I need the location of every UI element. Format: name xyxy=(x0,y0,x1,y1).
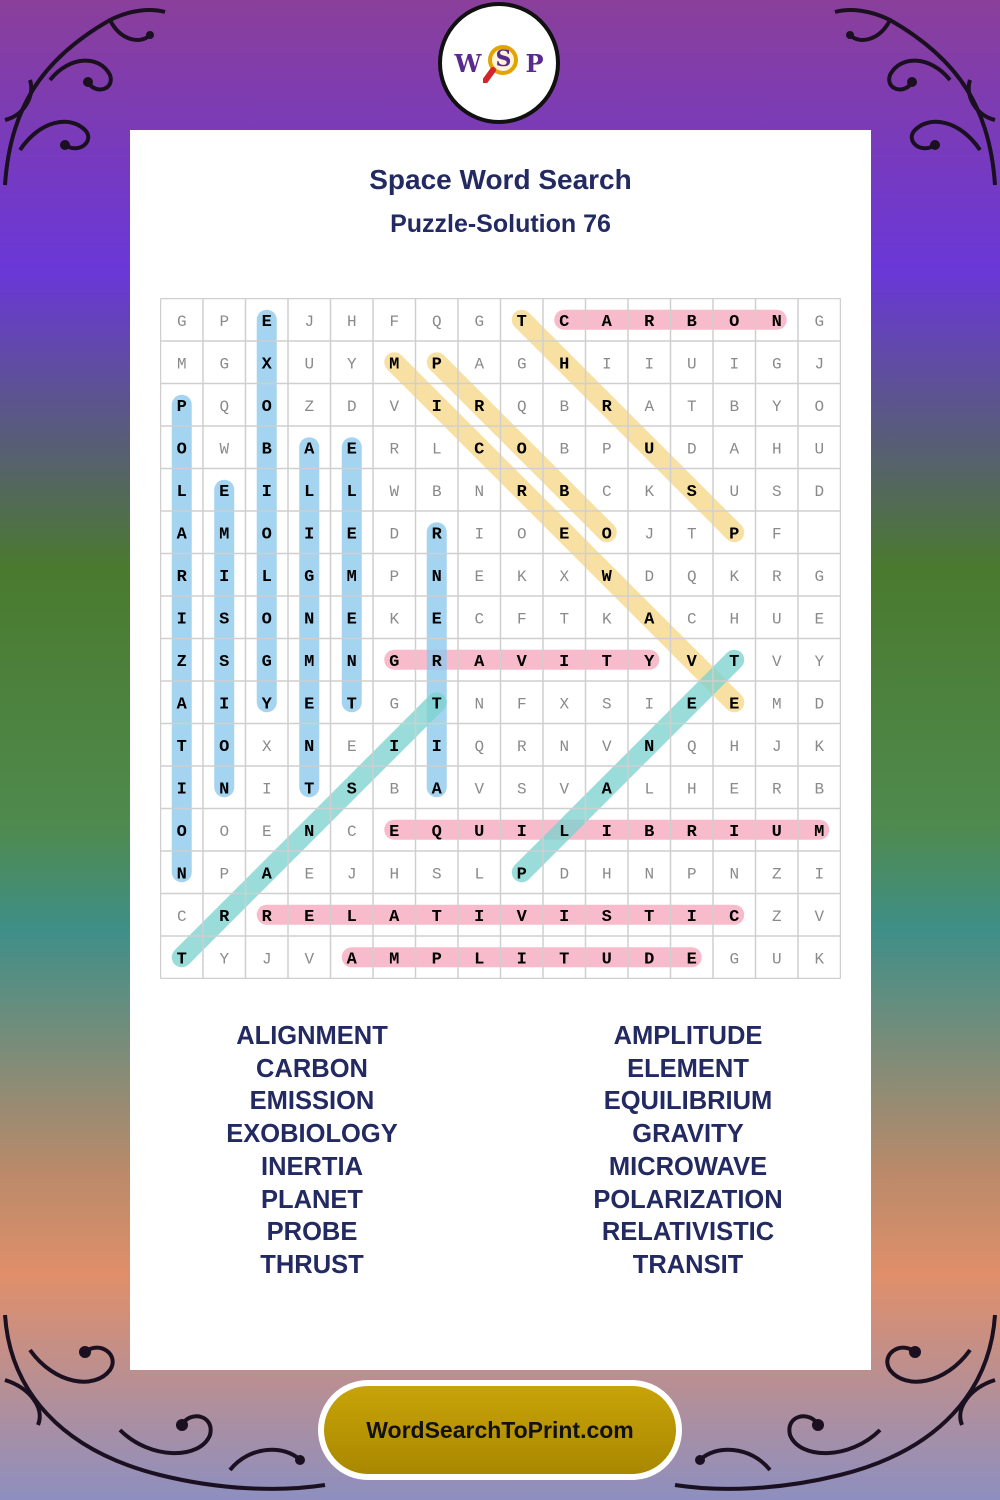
grid-letter: N xyxy=(644,865,655,884)
grid-letter: L xyxy=(474,950,485,970)
grid-letter: R xyxy=(261,907,272,927)
footer-badge xyxy=(318,1380,682,1480)
grid-letter: E xyxy=(686,950,697,970)
grid-letter: B xyxy=(686,312,697,332)
word-list-item: ALIGNMENT xyxy=(236,1022,388,1050)
grid-letter: V xyxy=(601,737,612,756)
grid-letter: M xyxy=(814,822,825,842)
word-list-right xyxy=(518,1020,858,1282)
grid-letter: A xyxy=(601,780,612,800)
grid-letter: Y xyxy=(261,695,272,715)
grid-letter: P xyxy=(686,865,697,884)
grid-letter: S xyxy=(516,780,527,799)
grid-letter: R xyxy=(516,482,527,502)
grid-letter: U xyxy=(474,822,485,842)
grid-letter: V xyxy=(814,907,825,926)
grid-letter: T xyxy=(686,525,697,544)
grid-letter: O xyxy=(176,440,187,460)
grid-letter: W xyxy=(389,482,400,501)
grid-letter: A xyxy=(389,907,400,927)
word-list-item: PROBE xyxy=(266,1218,358,1247)
grid-letter: R xyxy=(219,907,230,927)
grid-letter: Q xyxy=(516,397,527,416)
logo-letter-w: W xyxy=(454,48,482,78)
grid-letter: I xyxy=(686,907,697,927)
grid-letter: I xyxy=(559,907,570,927)
grid-letter: O xyxy=(729,312,740,332)
grid-letter: N xyxy=(304,610,315,630)
grid-letter: N xyxy=(304,822,315,842)
logo-letter-s: S xyxy=(495,46,512,72)
grid-letter: W xyxy=(219,440,230,459)
site-logo xyxy=(438,2,560,124)
grid-letter: D xyxy=(814,695,825,714)
grid-letter: E xyxy=(261,312,272,332)
grid-letter: F xyxy=(389,312,400,331)
grid-letter: K xyxy=(601,610,612,629)
grid-letter: Y xyxy=(814,652,825,671)
grid-letter: B xyxy=(729,397,740,416)
grid-letter: S xyxy=(219,610,230,630)
word-search-grid xyxy=(160,298,841,979)
grid-letter: T xyxy=(516,312,527,332)
grid-letter: L xyxy=(261,567,272,587)
grid-letter: R xyxy=(176,567,187,587)
grid-letter: V xyxy=(516,652,527,672)
grid-letter: I xyxy=(219,567,230,587)
grid-letter: C xyxy=(176,907,187,926)
grid-letter: G xyxy=(219,355,230,374)
grid-letter: V xyxy=(389,397,400,416)
grid-letter: T xyxy=(601,652,612,672)
grid-letter: V xyxy=(559,780,570,799)
grid-letter: I xyxy=(389,737,400,757)
grid-letter: I xyxy=(474,525,485,544)
grid-letter: O xyxy=(219,822,230,841)
grid-letter: S xyxy=(771,482,782,501)
grid-letter: T xyxy=(644,907,655,927)
page-subtitle: Puzzle-Solution 76 xyxy=(390,210,611,238)
grid-letter: J xyxy=(771,737,782,756)
word-list-item: PLANET xyxy=(261,1185,363,1214)
grid-letter: H xyxy=(346,312,357,331)
grid-letter: G xyxy=(771,355,782,374)
grid-letter: E xyxy=(304,695,315,715)
word-list-item: RELATIVISTIC xyxy=(601,1218,775,1247)
word-list-item: AMPLITUDE xyxy=(613,1022,763,1050)
grid-letter: V xyxy=(771,652,782,671)
grid-letter: S xyxy=(601,907,612,927)
grid-letter: V xyxy=(686,652,697,672)
grid-letter: I xyxy=(601,355,612,374)
grid-letter: U xyxy=(771,610,782,629)
grid-letter: M xyxy=(346,567,357,587)
grid-letter: B xyxy=(559,482,570,502)
grid-letter: M xyxy=(176,355,187,374)
grid-letter: Y xyxy=(644,652,655,672)
grid-letter: G xyxy=(474,312,485,331)
grid-letter: J xyxy=(346,865,357,884)
grid-letter: E xyxy=(729,695,740,715)
grid-letter: U xyxy=(729,482,740,501)
grid-letter: L xyxy=(644,780,655,799)
grid-letter: C xyxy=(474,440,485,460)
grid-letter: N xyxy=(431,567,442,587)
grid-letter: T xyxy=(304,780,315,800)
grid-letter: E xyxy=(304,907,315,927)
word-list-item: EMISSION xyxy=(249,1087,375,1116)
grid-letter: O xyxy=(261,397,272,417)
grid-letter: Y xyxy=(346,355,357,374)
word-list-item: MICROWAVE xyxy=(608,1152,768,1181)
word-list-item: CARBON xyxy=(256,1054,368,1083)
grid-letter: P xyxy=(219,865,230,884)
grid-letter: O xyxy=(814,397,825,416)
grid-letter: J xyxy=(644,525,655,544)
word-list-item: THRUST xyxy=(260,1250,364,1279)
grid-letter: O xyxy=(176,822,187,842)
grid-letter: N xyxy=(176,865,187,885)
grid-letter: T xyxy=(431,907,442,927)
grid-letter: P xyxy=(389,567,400,586)
grid-letter: D xyxy=(644,950,655,970)
word-list-item: ELEMENT xyxy=(627,1054,749,1083)
grid-letter: C xyxy=(729,907,740,927)
grid-letter: F xyxy=(771,525,782,544)
grid-letter: U xyxy=(304,355,315,374)
grid-letter: M xyxy=(771,695,782,714)
grid-letter: T xyxy=(559,950,570,970)
grid-letter: A xyxy=(601,312,612,332)
grid-letter: E xyxy=(346,525,357,545)
grid-letter: B xyxy=(559,397,570,416)
grid-letter: K xyxy=(729,567,740,586)
grid-letter: C xyxy=(686,610,697,629)
grid-letter: A xyxy=(304,440,315,460)
grid-letter: B xyxy=(644,822,655,842)
grid-letter: W xyxy=(601,567,612,587)
grid-letter: L xyxy=(304,482,315,502)
grid-letter: N xyxy=(474,695,485,714)
grid-letter: D xyxy=(814,482,825,501)
grid-letter: I xyxy=(644,355,655,374)
grid-letter: X xyxy=(261,737,272,756)
grid-letter: L xyxy=(176,482,187,502)
grid-letter: P xyxy=(219,312,230,331)
word-list-item: INERTIA xyxy=(261,1152,363,1181)
grid-letter: L xyxy=(559,822,570,842)
grid-letter: O xyxy=(261,525,272,545)
grid-letter: R xyxy=(644,312,655,332)
grid-letter: I xyxy=(431,737,442,757)
grid-letter: E xyxy=(346,737,357,756)
grid-letter: U xyxy=(814,440,825,459)
grid-letter: P xyxy=(516,865,527,885)
grid-letter: Y xyxy=(771,397,782,416)
grid-letter: S xyxy=(601,695,612,714)
word-list-item: EXOBIOLOGY xyxy=(226,1120,398,1149)
grid-letter: Z xyxy=(304,397,315,416)
grid-letter: I xyxy=(601,822,612,842)
grid-letter: K xyxy=(389,610,400,629)
grid-letter: S xyxy=(686,482,697,502)
grid-letter: P xyxy=(431,950,442,970)
grid-letter: E xyxy=(431,610,442,630)
grid-letter: I xyxy=(304,525,315,545)
grid-letter: B xyxy=(559,440,570,459)
grid-letter: I xyxy=(176,610,187,630)
grid-letter: S xyxy=(346,780,357,800)
grid-letter: H xyxy=(771,440,782,459)
grid-letter: L xyxy=(346,907,357,927)
grid-letter: N xyxy=(644,737,655,757)
grid-letter: Q xyxy=(219,397,230,416)
grid-letter: X xyxy=(261,355,272,375)
grid-letter: E xyxy=(729,780,740,799)
grid-letter: I xyxy=(516,822,527,842)
grid-letter: A xyxy=(431,780,442,800)
grid-letter: I xyxy=(219,695,230,715)
logo-letter-p: P xyxy=(525,48,544,78)
grid-letter: S xyxy=(219,652,230,672)
grid-letter: F xyxy=(516,610,527,629)
grid-letter: C xyxy=(601,482,612,501)
grid-letter: J xyxy=(261,950,272,969)
grid-letter: E xyxy=(304,865,315,884)
grid-letter: A xyxy=(346,950,357,970)
grid-letter: E xyxy=(219,482,230,502)
grid-letter: H xyxy=(729,737,740,756)
grid-letter: I xyxy=(644,695,655,714)
grid-letter: G xyxy=(261,652,272,672)
grid-letter: D xyxy=(389,525,400,544)
magnifier-icon xyxy=(483,43,523,83)
grid-letter: A xyxy=(261,865,272,885)
grid-letter: V xyxy=(516,907,527,927)
grid-letter: G xyxy=(516,355,527,374)
grid-letter: A xyxy=(474,355,485,374)
grid-letter: N xyxy=(771,312,782,332)
grid-letter: Q xyxy=(431,822,442,842)
word-list-item: EQUILIBRIUM xyxy=(603,1087,773,1116)
grid-letter: L xyxy=(474,865,485,884)
grid-letter: T xyxy=(176,950,187,970)
grid-letter: U xyxy=(601,950,612,970)
grid-letter: E xyxy=(389,822,400,842)
grid-letter: B xyxy=(389,780,400,799)
grid-letter: X xyxy=(559,695,570,714)
grid-letter: A xyxy=(176,525,187,545)
grid-letter: T xyxy=(686,397,697,416)
grid-letter: I xyxy=(176,780,187,800)
grid-letter: O xyxy=(219,737,230,757)
grid-letter: U xyxy=(686,355,697,374)
grid-letter: I xyxy=(729,822,740,842)
grid-letter: F xyxy=(516,695,527,714)
grid-letter: R xyxy=(431,652,442,672)
grid-letter: I xyxy=(431,397,442,417)
grid-letter: T xyxy=(346,695,357,715)
grid-letter: Q xyxy=(686,567,697,586)
grid-letter: O xyxy=(601,525,612,545)
grid-letter: P xyxy=(176,397,187,417)
grid-letter: V xyxy=(474,780,485,799)
grid-letter: H xyxy=(729,610,740,629)
grid-letter: G xyxy=(729,950,740,969)
grid-letter: N xyxy=(474,482,485,501)
grid-letter: I xyxy=(814,865,825,884)
grid-letter: A xyxy=(729,440,740,459)
grid-letter: B xyxy=(814,780,825,799)
grid-letter: Z xyxy=(771,865,782,884)
grid-letter: E xyxy=(814,610,825,629)
page-title: Space Word Search xyxy=(369,164,632,195)
grid-letter: A xyxy=(644,610,655,630)
puzzle-sheet xyxy=(130,130,871,1370)
grid-letter: R xyxy=(601,397,612,417)
grid-letter: P xyxy=(431,355,442,375)
grid-letter: I xyxy=(729,355,740,374)
grid-letter: C xyxy=(474,610,485,629)
grid-letter: E xyxy=(474,567,485,586)
grid-letter: G xyxy=(389,695,400,714)
grid-letter: D xyxy=(346,397,357,416)
grid-letter: N xyxy=(559,737,570,756)
grid-letter: A xyxy=(474,652,485,672)
grid-letter: I xyxy=(474,907,485,927)
grid-letter: G xyxy=(389,652,400,672)
grid-letter: U xyxy=(771,950,782,969)
grid-letter: I xyxy=(261,482,272,502)
grid-letter: V xyxy=(304,950,315,969)
site-link-button[interactable]: WordSearchToPrint.com xyxy=(324,1386,676,1474)
grid-letter: J xyxy=(814,355,825,374)
grid-letter: A xyxy=(176,695,187,715)
grid-letter: M xyxy=(389,950,400,970)
grid-letter: T xyxy=(559,610,570,629)
grid-letter: R xyxy=(686,822,697,842)
grid-letter: K xyxy=(814,950,825,969)
grid-letter: E xyxy=(261,822,272,841)
grid-letter: Q xyxy=(686,737,697,756)
grid-letter: Z xyxy=(176,652,187,672)
grid-letter: T xyxy=(176,737,187,757)
word-list-item: TRANSIT xyxy=(632,1250,744,1279)
grid-letter: H xyxy=(686,780,697,799)
grid-letter: E xyxy=(346,610,357,630)
grid-letter: G xyxy=(176,312,187,331)
grid-letter: T xyxy=(729,652,740,672)
grid-letter: G xyxy=(304,567,315,587)
grid-letter: K xyxy=(814,737,825,756)
grid-letter: M xyxy=(219,525,230,545)
grid-letter: D xyxy=(559,865,570,884)
grid-letter: Q xyxy=(474,737,485,756)
grid-letter: O xyxy=(261,610,272,630)
grid-letter: E xyxy=(346,440,357,460)
word-list-left xyxy=(142,1020,482,1282)
grid-letter: G xyxy=(814,567,825,586)
grid-letter: R xyxy=(771,780,782,799)
grid-letter: C xyxy=(559,312,570,332)
grid-letter: R xyxy=(516,737,527,756)
grid-letter: O xyxy=(516,440,527,460)
grid-letter: U xyxy=(644,440,655,460)
grid-letter: E xyxy=(686,695,697,715)
word-list-item: GRAVITY xyxy=(632,1120,744,1149)
grid-letter: U xyxy=(771,822,782,842)
grid-letter: E xyxy=(559,525,570,545)
grid-letter: I xyxy=(516,950,527,970)
grid-canvas xyxy=(160,298,841,979)
grid-letter: K xyxy=(644,482,655,501)
grid-letter: P xyxy=(601,440,612,459)
grid-letter: N xyxy=(729,865,740,884)
grid-letter: R xyxy=(431,525,442,545)
grid-letter: I xyxy=(261,780,272,799)
grid-letter: Z xyxy=(771,907,782,926)
grid-letter: G xyxy=(814,312,825,331)
grid-letter: B xyxy=(431,482,442,501)
grid-letter: R xyxy=(474,397,485,417)
grid-letter: N xyxy=(219,780,230,800)
grid-letter: K xyxy=(516,567,527,586)
grid-letter: I xyxy=(559,652,570,672)
grid-letter: X xyxy=(559,567,570,586)
grid-letter: B xyxy=(261,440,272,460)
grid-letter: L xyxy=(431,440,442,459)
grid-letter: H xyxy=(601,865,612,884)
grid-letter: M xyxy=(389,355,400,375)
grid-letter: C xyxy=(346,822,357,841)
grid-letter: N xyxy=(346,652,357,672)
grid-letter: M xyxy=(304,652,315,672)
grid-letter: L xyxy=(346,482,357,502)
grid-letter: S xyxy=(431,865,442,884)
grid-letter: D xyxy=(644,567,655,586)
grid-letter: T xyxy=(431,695,442,715)
grid-letter: P xyxy=(729,525,740,545)
grid-letter: R xyxy=(389,440,400,459)
grid-letter: O xyxy=(516,525,527,544)
grid-letter: J xyxy=(304,312,315,331)
grid-letter: Q xyxy=(431,312,442,331)
grid-letter: N xyxy=(304,737,315,757)
word-list-item: POLARIZATION xyxy=(593,1185,783,1214)
grid-letter: R xyxy=(771,567,782,586)
grid-letter: A xyxy=(644,397,655,416)
grid-letter: D xyxy=(686,440,697,459)
grid-letter: Y xyxy=(219,950,230,969)
grid-letter: H xyxy=(389,865,400,884)
grid-letter: H xyxy=(559,355,570,375)
